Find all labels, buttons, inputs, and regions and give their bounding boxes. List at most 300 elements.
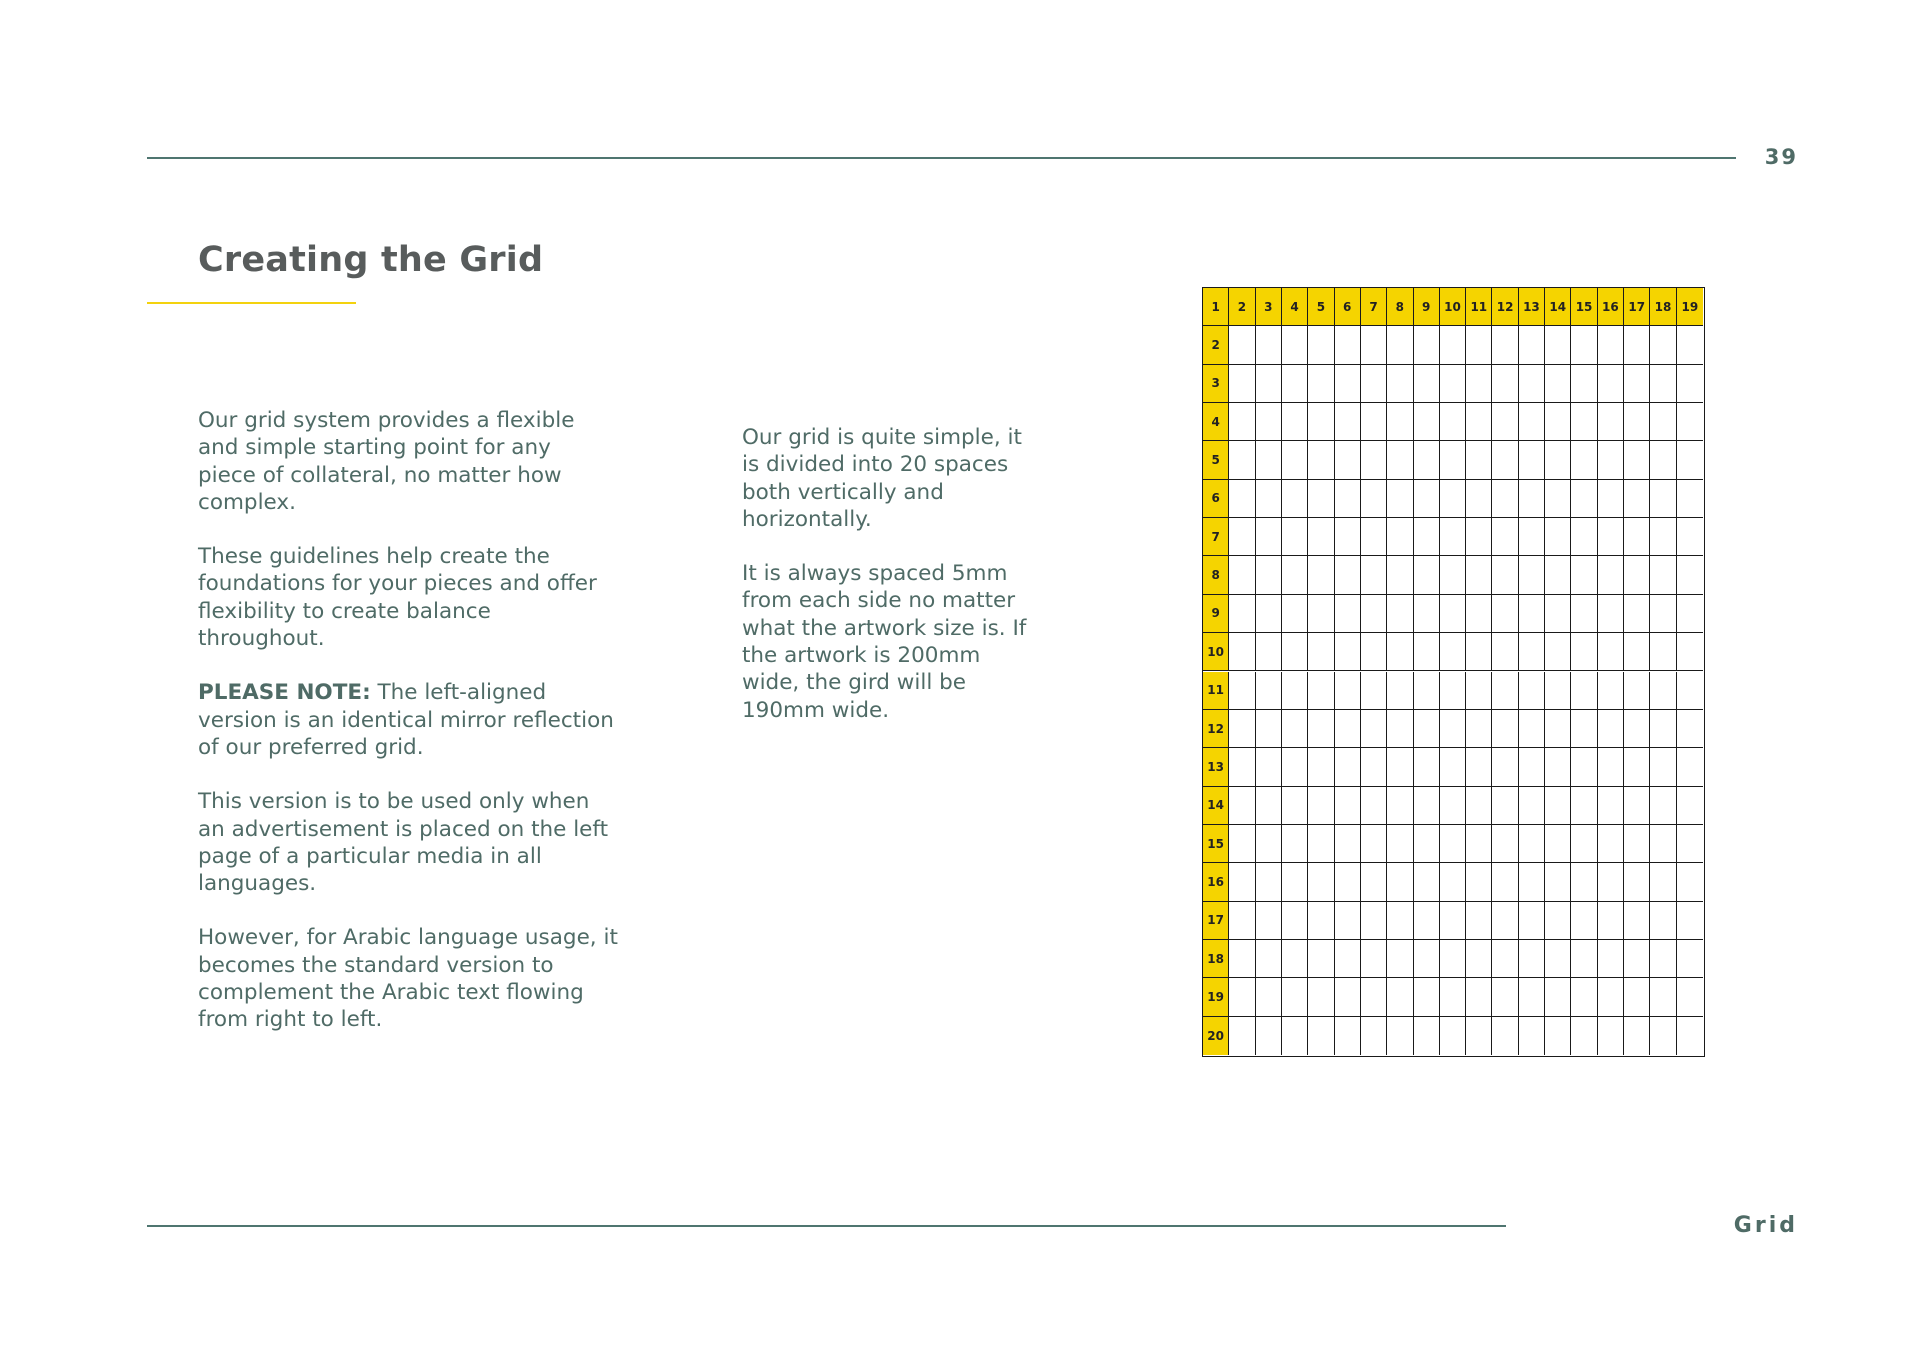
grid-cell (1414, 672, 1440, 710)
grid-cell (1361, 940, 1387, 978)
grid-column-label: 3 (1256, 288, 1282, 326)
grid-cell (1440, 1017, 1466, 1055)
grid-cell (1256, 595, 1282, 633)
grid-cell (1466, 978, 1492, 1016)
grid-cell (1677, 710, 1703, 748)
grid-cell (1598, 672, 1624, 710)
grid-cell (1335, 403, 1361, 441)
grid-cell (1677, 748, 1703, 786)
grid-cell (1519, 710, 1545, 748)
grid-cell (1361, 1017, 1387, 1055)
text-line (198, 679, 668, 706)
grid-cell (1624, 365, 1650, 403)
grid-cell (1335, 672, 1361, 710)
text-line: 190mm wide. (742, 697, 890, 723)
grid-cell (1387, 863, 1413, 901)
grid-cell (1387, 825, 1413, 863)
grid-cell (1571, 403, 1597, 441)
grid-cell (1545, 710, 1571, 748)
grid-cell (1229, 978, 1255, 1016)
grid-cell (1335, 825, 1361, 863)
grid-cell (1308, 978, 1334, 1016)
grid-cell (1492, 978, 1518, 1016)
grid-cell (1335, 518, 1361, 556)
grid-cell (1282, 595, 1308, 633)
grid-cell (1335, 633, 1361, 671)
grid-cell (1256, 441, 1282, 479)
grid-cell (1492, 940, 1518, 978)
grid-cell (1229, 672, 1255, 710)
grid-cell (1361, 710, 1387, 748)
grid-cell (1361, 787, 1387, 825)
text-line: becomes the standard version to (198, 952, 554, 978)
grid-cell (1308, 441, 1334, 479)
grid-cell (1571, 1017, 1597, 1055)
grid-row-label: 2 (1203, 326, 1229, 364)
grid-row-label: 11 (1203, 672, 1229, 710)
page-title: Creating the Grid (198, 240, 544, 280)
grid-cell (1624, 825, 1650, 863)
note-label: PLEASE NOTE: (198, 680, 371, 706)
grid-cell (1571, 480, 1597, 518)
grid-cell (1229, 480, 1255, 518)
grid-cell (1308, 518, 1334, 556)
grid-cell (1598, 978, 1624, 1016)
grid-cell (1335, 1017, 1361, 1055)
grid-column-label: 11 (1466, 288, 1492, 326)
grid-cell (1650, 863, 1676, 901)
grid-cell (1466, 441, 1492, 479)
grid-cell (1650, 326, 1676, 364)
grid-cell (1282, 787, 1308, 825)
grid-column-label: 6 (1335, 288, 1361, 326)
grid-cell (1677, 365, 1703, 403)
grid-cell (1624, 403, 1650, 441)
grid-row-label: 5 (1203, 441, 1229, 479)
text-line: version is an identical mirror reflection (198, 707, 614, 733)
grid-cell (1387, 633, 1413, 671)
text-line: an advertisement is placed on the left (198, 816, 609, 842)
grid-cell (1650, 633, 1676, 671)
grid-cell (1256, 748, 1282, 786)
grid-cell (1414, 518, 1440, 556)
grid-cell (1571, 863, 1597, 901)
grid-column-label: 10 (1440, 288, 1466, 326)
grid-cell (1282, 825, 1308, 863)
grid-cell (1387, 787, 1413, 825)
grid-cell (1308, 863, 1334, 901)
grid-cell (1282, 365, 1308, 403)
grid-cell (1519, 940, 1545, 978)
grid-cell (1256, 825, 1282, 863)
grid-cell (1624, 710, 1650, 748)
grid-cell (1624, 441, 1650, 479)
grid-cell (1440, 710, 1466, 748)
grid-row-label: 14 (1203, 787, 1229, 825)
grid-cell (1598, 710, 1624, 748)
grid-cell (1650, 902, 1676, 940)
grid-cell (1308, 710, 1334, 748)
grid-cell (1229, 787, 1255, 825)
grid-cell (1677, 326, 1703, 364)
grid-cell (1545, 940, 1571, 978)
grid-cell (1650, 595, 1676, 633)
grid-cell (1571, 787, 1597, 825)
grid-cell (1282, 556, 1308, 594)
grid-cell (1650, 940, 1676, 978)
grid-cell (1677, 403, 1703, 441)
grid-cell (1282, 710, 1308, 748)
grid-cell (1282, 403, 1308, 441)
grid-cell (1466, 365, 1492, 403)
grid-cell (1492, 710, 1518, 748)
grid-cell (1414, 556, 1440, 594)
grid-cell (1282, 518, 1308, 556)
grid-row-label: 18 (1203, 940, 1229, 978)
grid-column-label: 8 (1387, 288, 1413, 326)
grid-cell (1466, 940, 1492, 978)
text-line: This version is to be used only when (198, 789, 590, 815)
grid-cell (1361, 863, 1387, 901)
text-line: what the artwork size is. If (742, 615, 1027, 641)
grid-cell (1387, 1017, 1413, 1055)
grid-cell (1492, 326, 1518, 364)
grid-column-label: 5 (1308, 288, 1334, 326)
grid-cell (1492, 480, 1518, 518)
grid-cell (1414, 1017, 1440, 1055)
grid-cell (1598, 633, 1624, 671)
grid-cell (1545, 787, 1571, 825)
grid-cell (1361, 403, 1387, 441)
grid-cell (1598, 863, 1624, 901)
grid-cell (1466, 595, 1492, 633)
grid-cell (1308, 403, 1334, 441)
grid-cell (1440, 518, 1466, 556)
text-line: However, for Arabic language usage, it (198, 925, 618, 951)
grid-cell (1545, 441, 1571, 479)
grid-cell (1492, 1017, 1518, 1055)
grid-cell (1256, 902, 1282, 940)
grid-cell (1545, 902, 1571, 940)
grid-cell (1650, 441, 1676, 479)
paragraph (198, 407, 668, 516)
grid-cell (1545, 978, 1571, 1016)
grid-cell (1361, 633, 1387, 671)
grid-cell (1229, 518, 1255, 556)
grid-cell (1650, 710, 1676, 748)
grid-cell (1492, 595, 1518, 633)
grid-cell (1466, 556, 1492, 594)
grid-column-label: 17 (1624, 288, 1650, 326)
grid-cell (1519, 1017, 1545, 1055)
text-line: from right to left. (198, 1007, 383, 1033)
grid-cell (1650, 1017, 1676, 1055)
grid-cell (1677, 902, 1703, 940)
grid-cell (1624, 902, 1650, 940)
text-line: Our grid is quite simple, it (742, 425, 1022, 450)
grid-cell (1282, 748, 1308, 786)
grid-cell (1545, 863, 1571, 901)
grid-cell (1545, 365, 1571, 403)
grid-column-label: 4 (1282, 288, 1308, 326)
grid-cell (1598, 326, 1624, 364)
grid-cell (1492, 672, 1518, 710)
grid-cell (1335, 480, 1361, 518)
grid-cell (1545, 480, 1571, 518)
grid-cell (1414, 403, 1440, 441)
grid-cell (1650, 672, 1676, 710)
grid-cell (1282, 978, 1308, 1016)
grid-cell (1361, 480, 1387, 518)
grid-cell (1492, 365, 1518, 403)
grid-cell (1440, 480, 1466, 518)
grid-cell (1624, 480, 1650, 518)
grid-cell (1229, 595, 1255, 633)
grid-cell (1624, 633, 1650, 671)
grid-cell (1519, 825, 1545, 863)
grid-cell (1466, 518, 1492, 556)
grid-cell (1282, 633, 1308, 671)
grid-cell (1650, 518, 1676, 556)
grid-cell (1677, 940, 1703, 978)
grid-row-label: 3 (1203, 365, 1229, 403)
note-text: The left-aligned (370, 680, 547, 706)
grid-cell (1466, 748, 1492, 786)
grid-cell (1440, 556, 1466, 594)
grid-cell (1519, 403, 1545, 441)
grid-cell (1308, 748, 1334, 786)
paragraph (198, 543, 668, 652)
grid-cell (1598, 441, 1624, 479)
grid-column-label: 19 (1677, 288, 1703, 326)
grid-cell (1361, 441, 1387, 479)
grid-cell (1256, 672, 1282, 710)
grid-cell (1598, 748, 1624, 786)
grid-cell (1282, 480, 1308, 518)
grid-cell (1282, 863, 1308, 901)
text-line: throughout. (198, 626, 325, 652)
grid-cell (1335, 595, 1361, 633)
grid-cell (1650, 748, 1676, 786)
text-line: It is always spaced 5mm (742, 561, 1008, 587)
grid-cell (1256, 978, 1282, 1016)
grid-cell (1229, 825, 1255, 863)
grid-cell (1440, 441, 1466, 479)
grid-cell (1571, 710, 1597, 748)
grid-cell (1282, 672, 1308, 710)
grid-row-label: 12 (1203, 710, 1229, 748)
grid-cell (1677, 825, 1703, 863)
grid-row-label: 9 (1203, 595, 1229, 633)
grid-cell (1414, 326, 1440, 364)
grid-cell (1414, 365, 1440, 403)
grid-column-label: 12 (1492, 288, 1518, 326)
grid-cell (1335, 326, 1361, 364)
grid-cell (1545, 595, 1571, 633)
grid-cell (1256, 518, 1282, 556)
grid-cell (1519, 518, 1545, 556)
grid-cell (1492, 518, 1518, 556)
grid-cell (1440, 326, 1466, 364)
grid-cell (1335, 902, 1361, 940)
text-line: foundations for your pieces and offer (198, 571, 597, 597)
grid-cell (1571, 326, 1597, 364)
grid-cell (1308, 1017, 1334, 1055)
grid-cell (1229, 748, 1255, 786)
grid-cell (1414, 825, 1440, 863)
grid-cell (1414, 902, 1440, 940)
grid-cell (1229, 863, 1255, 901)
grid-cell (1308, 326, 1334, 364)
grid-cell (1256, 787, 1282, 825)
grid-cell (1624, 748, 1650, 786)
grid-cell (1598, 1017, 1624, 1055)
grid-cell (1571, 825, 1597, 863)
title-underline (147, 302, 356, 304)
grid-cell (1387, 518, 1413, 556)
grid-column-label: 15 (1571, 288, 1597, 326)
grid-column-label: 9 (1414, 288, 1440, 326)
grid-cell (1677, 787, 1703, 825)
grid-cell (1545, 672, 1571, 710)
grid-cell (1387, 595, 1413, 633)
grid-cell (1387, 748, 1413, 786)
grid-column-label: 14 (1545, 288, 1571, 326)
grid-row-label: 13 (1203, 748, 1229, 786)
grid-row-label: 19 (1203, 978, 1229, 1016)
grid-cell (1519, 978, 1545, 1016)
grid-cell (1387, 326, 1413, 364)
grid-cell (1571, 633, 1597, 671)
grid-cell (1598, 825, 1624, 863)
grid-row-label: 15 (1203, 825, 1229, 863)
grid-cell (1256, 633, 1282, 671)
grid-column-label: 13 (1519, 288, 1545, 326)
grid-cell (1492, 633, 1518, 671)
grid-row-label: 4 (1203, 403, 1229, 441)
grid-cell (1387, 441, 1413, 479)
text-line: horizontally. (742, 506, 872, 532)
grid-cell (1387, 403, 1413, 441)
grid-cell (1519, 365, 1545, 403)
text-line: complement the Arabic text flowing (198, 980, 584, 1006)
grid-cell (1440, 365, 1466, 403)
grid-cell (1571, 518, 1597, 556)
grid-cell (1440, 633, 1466, 671)
grid-cell (1361, 748, 1387, 786)
grid-cell (1492, 403, 1518, 441)
grid-cell (1335, 441, 1361, 479)
grid-cell (1677, 595, 1703, 633)
grid-cell (1335, 556, 1361, 594)
grid-cell (1519, 863, 1545, 901)
grid-cell (1440, 787, 1466, 825)
grid-cell (1466, 672, 1492, 710)
grid-cell (1598, 518, 1624, 556)
grid-cell (1361, 365, 1387, 403)
grid-cell (1361, 672, 1387, 710)
grid-cell (1361, 902, 1387, 940)
grid-column-label: 2 (1229, 288, 1255, 326)
grid-cell (1308, 825, 1334, 863)
text-line: Our grid system provides a flexible (198, 408, 575, 433)
grid-cell (1440, 595, 1466, 633)
grid-cell (1414, 441, 1440, 479)
grid-cell (1440, 672, 1466, 710)
grid-cell (1361, 326, 1387, 364)
grid-cell (1308, 480, 1334, 518)
text-line: page of a particular media in all (198, 843, 542, 869)
text-line: of our preferred grid. (198, 734, 424, 760)
grid-cell (1571, 748, 1597, 786)
grid-cell (1466, 326, 1492, 364)
grid-cell (1282, 902, 1308, 940)
text-line: the artwork is 200mm (742, 643, 981, 669)
grid-cell (1519, 748, 1545, 786)
grid-cell (1492, 441, 1518, 479)
grid-cell (1677, 633, 1703, 671)
grid-cell (1624, 595, 1650, 633)
grid-cell (1624, 940, 1650, 978)
grid-cell (1598, 480, 1624, 518)
grid-cell (1335, 365, 1361, 403)
grid-cell (1598, 787, 1624, 825)
grid-cell (1308, 365, 1334, 403)
grid-cell (1545, 518, 1571, 556)
text-line: flexibility to create balance (198, 598, 491, 624)
grid-cell (1624, 1017, 1650, 1055)
grid-cell (1519, 672, 1545, 710)
paragraph (742, 424, 1062, 533)
grid-cell (1308, 672, 1334, 710)
paragraph (198, 788, 668, 897)
grid-cell (1677, 480, 1703, 518)
grid-row-label: 7 (1203, 518, 1229, 556)
grid-cell (1335, 978, 1361, 1016)
bottom-divider (147, 1225, 1506, 1227)
grid-cell (1571, 978, 1597, 1016)
grid-cell (1466, 480, 1492, 518)
grid-cell (1229, 1017, 1255, 1055)
grid-cell (1256, 710, 1282, 748)
grid-cell (1308, 633, 1334, 671)
grid-cell (1308, 556, 1334, 594)
grid-cell (1440, 902, 1466, 940)
grid-cell (1519, 556, 1545, 594)
grid-row-label: 10 (1203, 633, 1229, 671)
grid-cell (1466, 1017, 1492, 1055)
grid-cell (1308, 595, 1334, 633)
grid-cell (1624, 518, 1650, 556)
grid-diagram (1202, 287, 1705, 1057)
grid-cell (1545, 633, 1571, 671)
grid-cell (1256, 863, 1282, 901)
grid-cell (1677, 672, 1703, 710)
text-line: These guidelines help create the (198, 544, 550, 570)
grid-cell (1229, 902, 1255, 940)
grid-cell (1677, 518, 1703, 556)
grid-cell (1492, 748, 1518, 786)
grid-column-label: 1 (1203, 288, 1229, 326)
grid-column-label: 18 (1650, 288, 1676, 326)
text-line: from each side no matter (742, 588, 1016, 614)
grid-row-label: 17 (1203, 902, 1229, 940)
grid-cell (1414, 595, 1440, 633)
grid-cell (1440, 403, 1466, 441)
grid-cell (1624, 556, 1650, 594)
grid-cell (1335, 710, 1361, 748)
right-text-column (742, 424, 1062, 724)
